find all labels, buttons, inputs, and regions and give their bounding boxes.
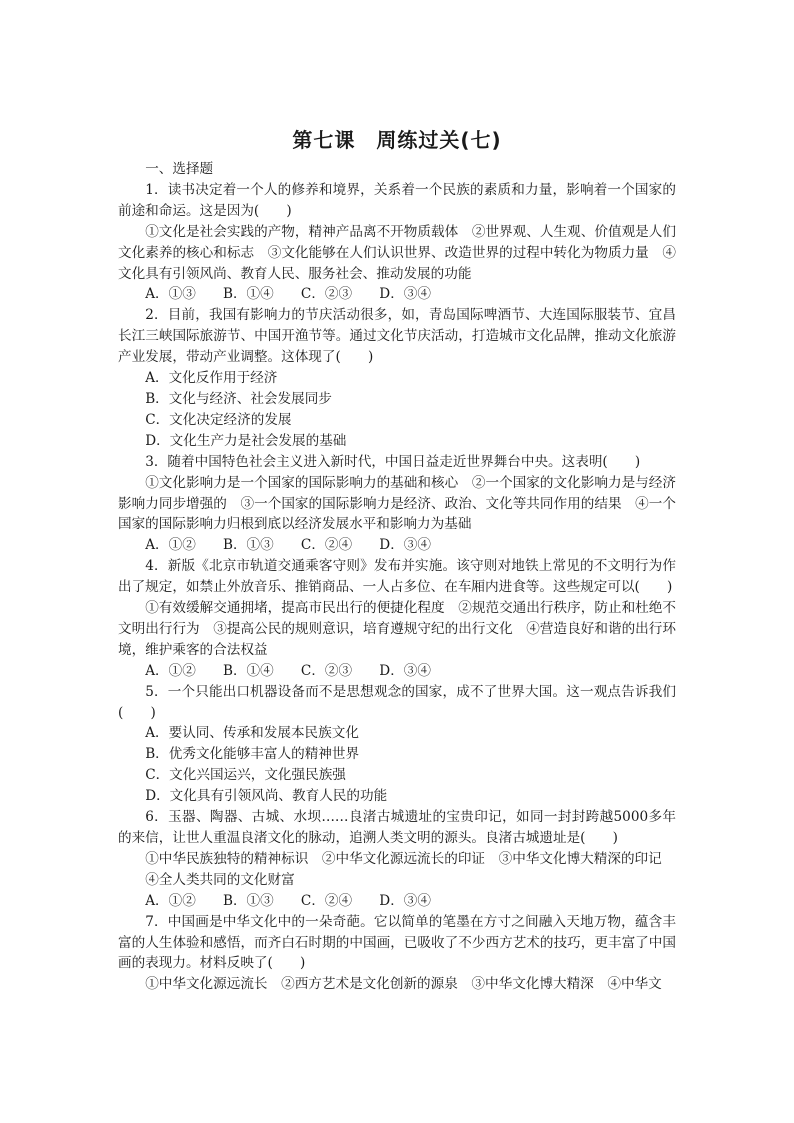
question-6-statements: ①中华民族独特的精神标识 ②中华文化源远流长的印证 ③中华文化博大精深的印记 xyxy=(145,850,662,867)
question-6-stem: 6．玉器、陶器、古城、水坝……良渚古城遗址的宝贵印记，如同一封封跨越5000多年的来信，让世人重温良渚文化的脉动，追溯人类文明的源头。良渚古城遗址是( ) xyxy=(118,809,676,846)
question-7-statements: ①中华文化源远流长 ②西方艺术是文化创新的源泉 ③中华文化博大精深 ④中华文 xyxy=(145,976,662,993)
page-title: 第七课 周练过关(七) xyxy=(292,128,502,152)
question-4-stem: 4．新版《北京市轨道交通乘客守则》发布并实施。该守则对地铁上常见的不文明行为作出了规定，如禁止外放音乐、推销商品、一人占多位、在车厢内进食等。这些规定可以( ) xyxy=(118,558,676,596)
question-3-statements: ①文化影响力是一个国家的国际影响力的基础和核心 ②一个国家的文化影响力是与经济影响力同步增强的 ③一个国家的国际影响力是经济、政治、文化等共同作用的结果 ④一个国家的国际影响力归根到底以经济发展水平和影响力为基础 xyxy=(118,474,676,533)
question-6-options: A．①② B．①③ C．②④ D．③④ xyxy=(145,892,431,909)
question-6-statement-4: ④全人类共同的文化财富 xyxy=(145,871,295,888)
question-1-options: A．①③ B．①④ C．②③ D．③④ xyxy=(145,286,431,303)
question-4-options: A．①② B．①④ C．②③ D．③④ xyxy=(145,662,431,679)
question-2-stem: 2．目前，我国有影响力的节庆活动很多，如，青岛国际啤酒节、大连国际服装节、宜昌长江三峡国际旅游节、中国开渔节等。通过文化节庆活动，打造城市文化品牌，推动文化旅游产业发展，带动产业调整。这体现了( ) xyxy=(118,307,676,366)
question-5-option-c: C．文化兴国运兴，文化强民族强 xyxy=(145,767,346,784)
question-5-option-a: A．要认同、传承和发展本民族文化 xyxy=(145,725,359,742)
question-1-stem: 1．读书决定着一个人的修养和境界，关系着一个民族的素质和力量，影响着一个国家的前途和命运。这是因为( ) xyxy=(118,181,676,219)
section-heading: 一、选择题 xyxy=(145,161,214,177)
question-7-stem: 7．中国画是中华文化中的一朵奇葩。它以简单的笔墨在方寸之间融入天地万物，蕴含丰富的人生体验和感悟，而齐白石时期的中国画，已吸收了不少西方艺术的技巧，更丰富了中国画的表现力。材料反映了( ) xyxy=(118,913,676,972)
question-2-option-a: A．文化反作用于经济 xyxy=(145,370,278,387)
question-5-stem: 5．一个只能出口机器设备而不是思想观念的国家，成不了世界大国。这一观点告诉我们( ) xyxy=(118,683,676,721)
question-2-option-b: B．文化与经济、社会发展同步 xyxy=(145,390,332,407)
question-content xyxy=(118,159,676,995)
question-4-statements: ①有效缓解交通拥堵，提高市民出行的便捷化程度 ②规范交通出行秩序，防止和杜绝不文明出行行为 ③提高公民的规则意识，培育遵规守纪的出行文化 ④营造良好和谐的出行环境，维护乘客的合法权益 xyxy=(118,600,676,658)
question-2-option-c: C．文化决定经济的发展 xyxy=(145,411,292,428)
question-3-options: A．①② B．①③ C．②④ D．③④ xyxy=(145,537,431,554)
question-5-option-b: B．优秀文化能够丰富人的精神世界 xyxy=(145,746,360,763)
question-2-option-d: D．文化生产力是社会发展的基础 xyxy=(145,432,347,449)
question-3-stem: 3．随着中国特色社会主义进入新时代，中国日益走近世界舞台中央。这表明( ) xyxy=(145,453,641,470)
question-5-option-d: D．文化具有引领风尚、教育人民的功能 xyxy=(145,788,388,805)
question-1-statements: ①文化是社会实践的产物，精神产品离不开物质载体 ②世界观、人生观、价值观是人们文化素养的核心和标志 ③文化能够在人们认识世界、改造世界的过程中转化为物质力量 ④文化具有引领风尚、教育人民、服务社会、推动发展的功能 xyxy=(118,223,676,282)
